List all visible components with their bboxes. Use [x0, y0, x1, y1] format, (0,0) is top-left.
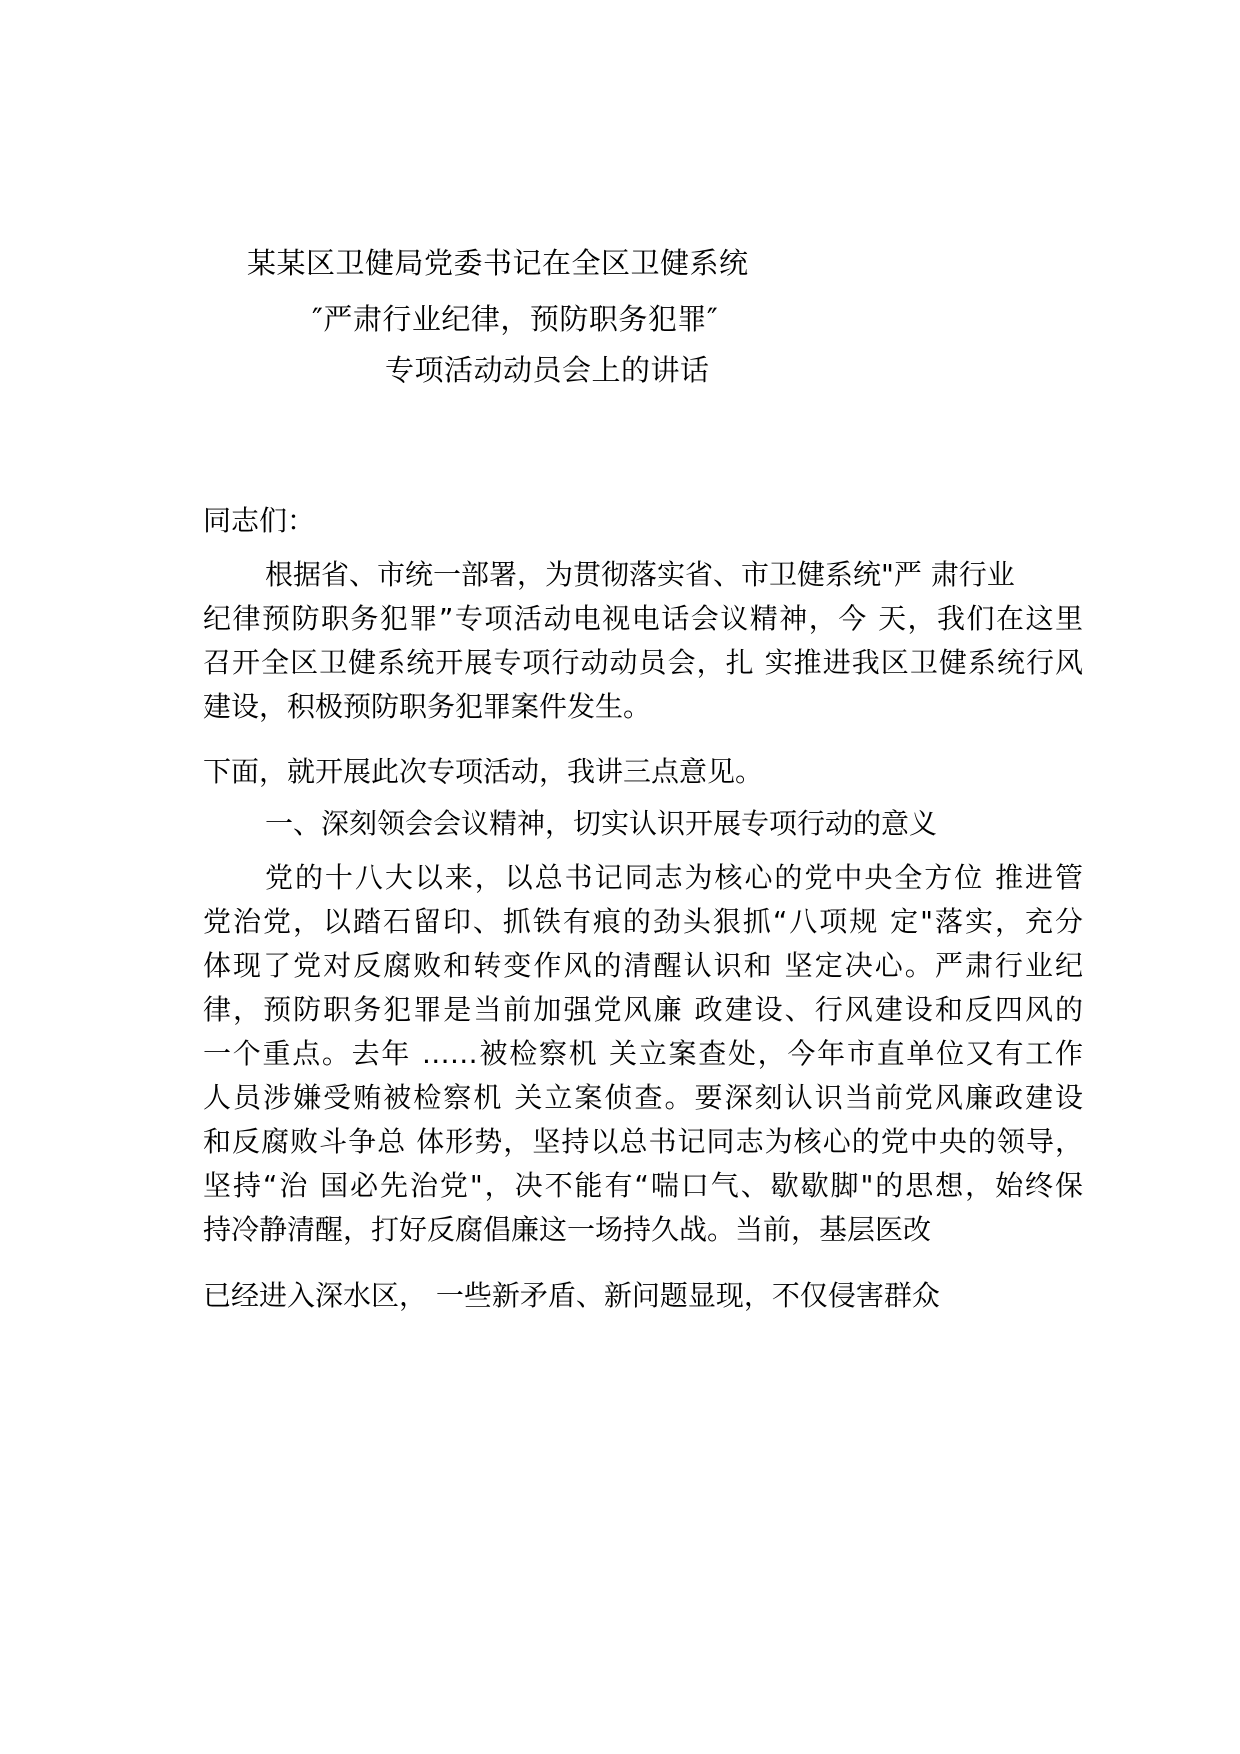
paragraph1-line-3: 召开全区卫健系统开展专项行动动员会，扎 实推进我区卫健系统行风 [203, 646, 1083, 679]
paragraph2-line-8: 坚持“治 国必先治党"，决不能有“喘口气、歇歇脚"的思想，始终保 [203, 1169, 1083, 1202]
paragraph2-line-5: 一个重点。去年 ……被检察机 关立案查处，今年市直单位又有工作 [203, 1037, 1083, 1070]
paragraph1-line-4: 建设，积极预防职务犯罪案件发生。 [203, 690, 652, 723]
paragraph2-line-6: 人员涉嫌受贿被检察机 关立案侦查。要深刻认识当前党风廉政建设 [203, 1081, 1083, 1114]
section1-heading: 一、深刻领会会议精神，切实认识开展专项行动的意义 [265, 807, 938, 840]
paragraph2-line-4: 律，预防职务犯罪是当前加强党风廉 政建设、行风建设和反四风的 [203, 993, 1083, 1026]
paragraph2-line-3: 体现了党对反腐败和转变作风的清醒认识和 坚定决心。严肃行业纪 [203, 949, 1083, 982]
title-line-3: 专项活动动员会上的讲话 [385, 353, 710, 387]
salutation: 同志们： [203, 504, 316, 537]
paragraph2-line-1: 党的十八大以来，以总书记同志为核心的党中央全方位 推进管 [265, 861, 1083, 894]
paragraph1-line-2: 纪律预防职务犯罪”专项活动电视电话会议精神，今 天，我们在这里 [203, 602, 1083, 635]
paragraph2-line-2: 党治党，以踏石留印、抓铁有痕的劲头狠抓“八项规 定"落实，充分 [203, 905, 1083, 938]
title-line-2: ″严肃行业纪律，预防职务犯罪″ [312, 302, 719, 336]
title-line-1: 某某区卫健局党委书记在全区卫健系统 [247, 246, 749, 280]
intro-line: 下面，就开展此次专项活动，我讲三点意见。 [203, 755, 764, 788]
paragraph2-line-7: 和反腐败斗争总 体形势，坚持以总书记同志为核心的党中央的领导， [203, 1125, 1083, 1158]
last-line: 已经进入深水区， 一些新矛盾、新问题显现，不仅侵害群众 [203, 1279, 940, 1312]
paragraph2-line-9: 持冷静清醒，打好反腐倡廉这一场持久战。当前，基层医改 [203, 1213, 932, 1246]
paragraph1-line-1: 根据省、市统一部署，为贯彻落实省、市卫健系统"严 肃行业 [265, 558, 1015, 591]
